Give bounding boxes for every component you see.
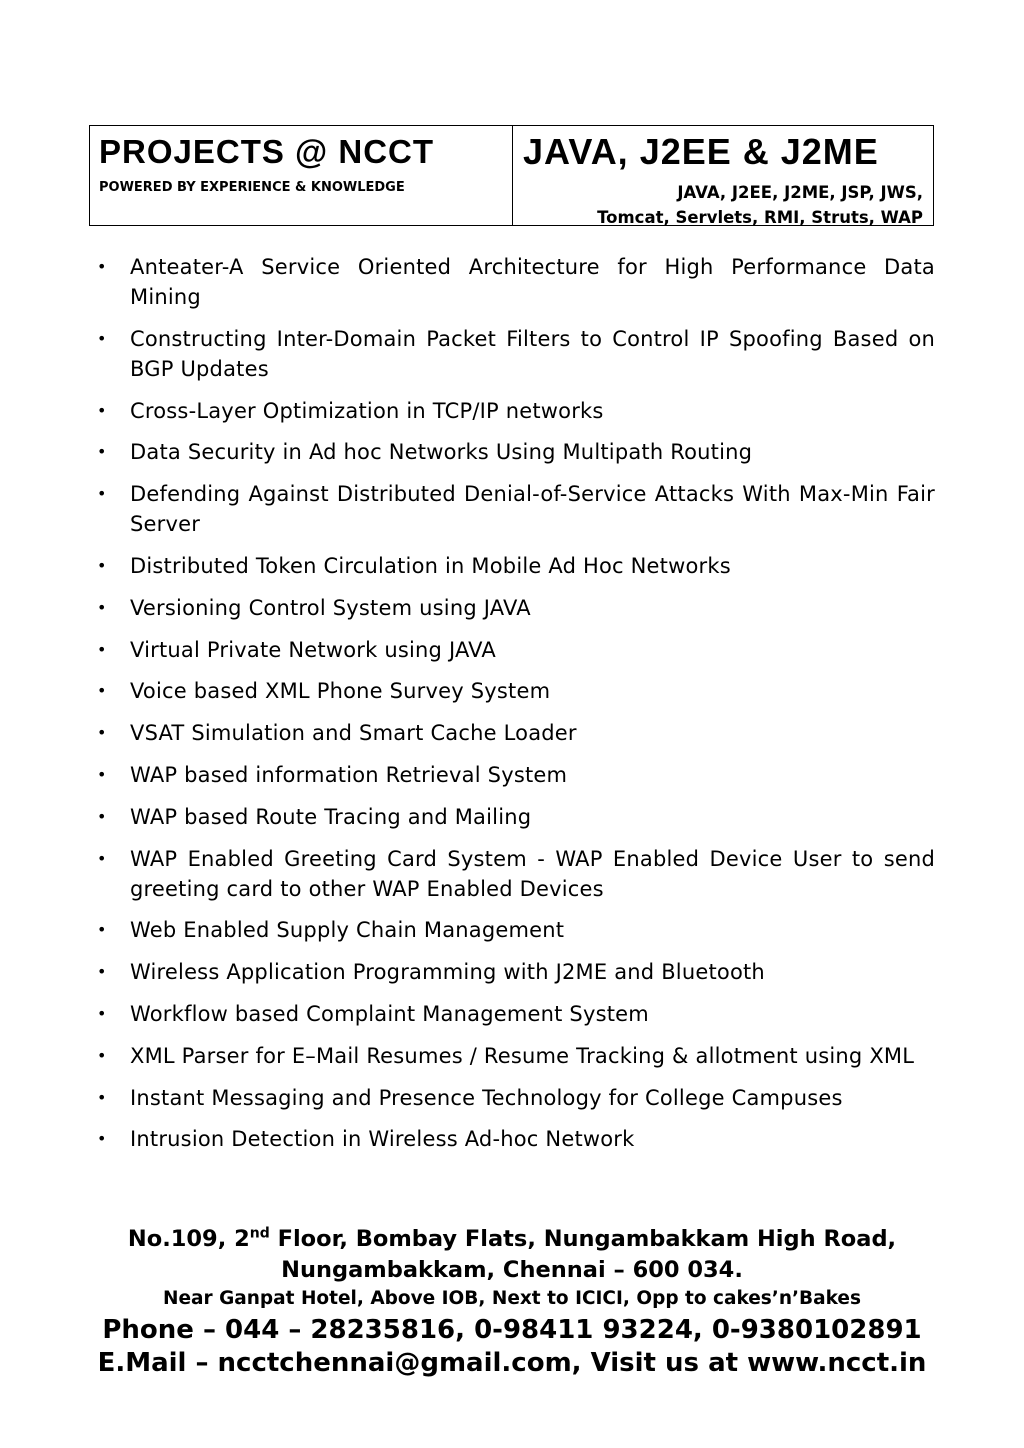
bullet-icon: •	[97, 723, 107, 743]
project-item	[95, 999, 935, 1029]
project-item	[95, 593, 935, 623]
project-title: Web Enabled Supply Chain Management	[130, 918, 565, 943]
project-item	[95, 957, 935, 987]
project-item	[95, 324, 935, 384]
project-title: Distributed Token Circulation in Mobile Ad Hoc Networks	[130, 553, 731, 578]
project-title: XML Parser for E–Mail Resumes / Resume Tracking & allotment using XML	[130, 1043, 915, 1068]
bullet-icon: •	[97, 1045, 107, 1065]
subject-tech-line-2: Tomcat, Servlets, RMI, Struts, WAP	[597, 208, 923, 227]
project-item	[95, 252, 935, 312]
bullet-icon: •	[97, 1003, 107, 1023]
address-superscript: nd	[249, 1225, 270, 1242]
project-title: Workflow based Complaint Management System	[130, 1001, 649, 1026]
project-title: Anteater-A Service Oriented Architecture for High Performance Data Mining	[130, 255, 935, 309]
project-title: Wireless Application Programming with J2ME and Bluetooth	[130, 960, 765, 985]
project-title: Instant Messaging and Presence Technology for College Campuses	[130, 1085, 843, 1110]
brand-block	[90, 126, 513, 225]
bullet-icon: •	[97, 257, 107, 276]
address-suffix: Floor, Bombay Flats, Nungambakkam High Road,	[269, 1226, 897, 1252]
project-list	[95, 252, 935, 1166]
bullet-icon: •	[97, 442, 107, 462]
project-title: VSAT Simulation and Smart Cache Loader	[130, 721, 577, 746]
address-line	[60, 1223, 964, 1255]
bullet-icon: •	[97, 1129, 107, 1149]
subject-tech-line-1: JAVA, J2EE, J2ME, JSP, JWS,	[677, 183, 923, 202]
project-item	[95, 479, 935, 539]
project-title: Data Security in Ad hoc Networks Using Multipath Routing	[130, 440, 753, 465]
bullet-icon: •	[97, 848, 107, 868]
project-title: Constructing Inter-Domain Packet Filters to Control IP Spoofing Based on BGP Updates	[130, 326, 935, 381]
bullet-icon: •	[97, 639, 107, 659]
project-title: WAP based information Retrieval System	[130, 762, 568, 787]
email-line: E.Mail – ncctchennai@gmail.com, Visit us at www.ncct.in	[97, 1348, 927, 1378]
brand-tagline: POWERED BY EXPERIENCE & KNOWLEDGE	[99, 180, 405, 195]
bullet-icon: •	[97, 400, 107, 420]
landmark-line: Near Ganpat Hotel, Above IOB, Next to ICICI, Opp to cakes’n’Bakes	[163, 1288, 861, 1309]
project-item	[95, 718, 935, 748]
project-item	[95, 760, 935, 790]
brand-title: PROJECTS @ NCCT	[99, 133, 435, 170]
project-item	[95, 396, 935, 426]
subject-block	[513, 126, 933, 225]
address-prefix: No.109, 2	[127, 1226, 250, 1252]
project-item	[95, 1041, 935, 1071]
project-title: Voice based XML Phone Survey System	[130, 679, 551, 704]
project-item	[95, 844, 935, 904]
header-box	[89, 125, 934, 226]
project-item	[95, 1124, 935, 1154]
project-title: Virtual Private Network using JAVA	[130, 637, 496, 662]
project-title: Cross-Layer Optimization in TCP/IP networks	[130, 398, 604, 423]
project-item	[95, 802, 935, 832]
project-title: Defending Against Distributed Denial-of-Service Attacks With Max-Min Fair Server	[130, 482, 935, 537]
subject-technologies	[523, 180, 923, 230]
city-line: Nungambakkam, Chennai – 600 034.	[281, 1257, 743, 1283]
bullet-icon: •	[97, 555, 107, 575]
bullet-icon: •	[97, 1087, 107, 1107]
bullet-icon: •	[97, 920, 107, 940]
contact-footer	[60, 1223, 964, 1379]
project-title: Intrusion Detection in Wireless Ad-hoc Network	[130, 1127, 635, 1152]
bullet-icon: •	[97, 328, 107, 348]
project-item	[95, 437, 935, 467]
phone-line: Phone – 044 – 28235816, 0-98411 93224, 0-9380102891	[102, 1315, 922, 1345]
bullet-icon: •	[97, 962, 107, 982]
project-item	[95, 676, 935, 706]
subject-title: JAVA, J2EE & J2ME	[523, 131, 879, 172]
bullet-icon: •	[97, 764, 107, 784]
project-item	[95, 1083, 935, 1113]
bullet-icon: •	[97, 597, 107, 617]
bullet-icon: •	[97, 806, 107, 826]
project-item	[95, 551, 935, 581]
project-title: WAP Enabled Greeting Card System - WAP Enabled Device User to send greeting card to other WAP Enabled Devices	[130, 846, 935, 901]
bullet-icon: •	[97, 681, 107, 701]
project-title: Versioning Control System using JAVA	[130, 595, 531, 620]
project-item	[95, 635, 935, 665]
project-title: WAP based Route Tracing and Mailing	[130, 804, 532, 829]
project-item	[95, 915, 935, 945]
bullet-icon: •	[97, 484, 107, 504]
